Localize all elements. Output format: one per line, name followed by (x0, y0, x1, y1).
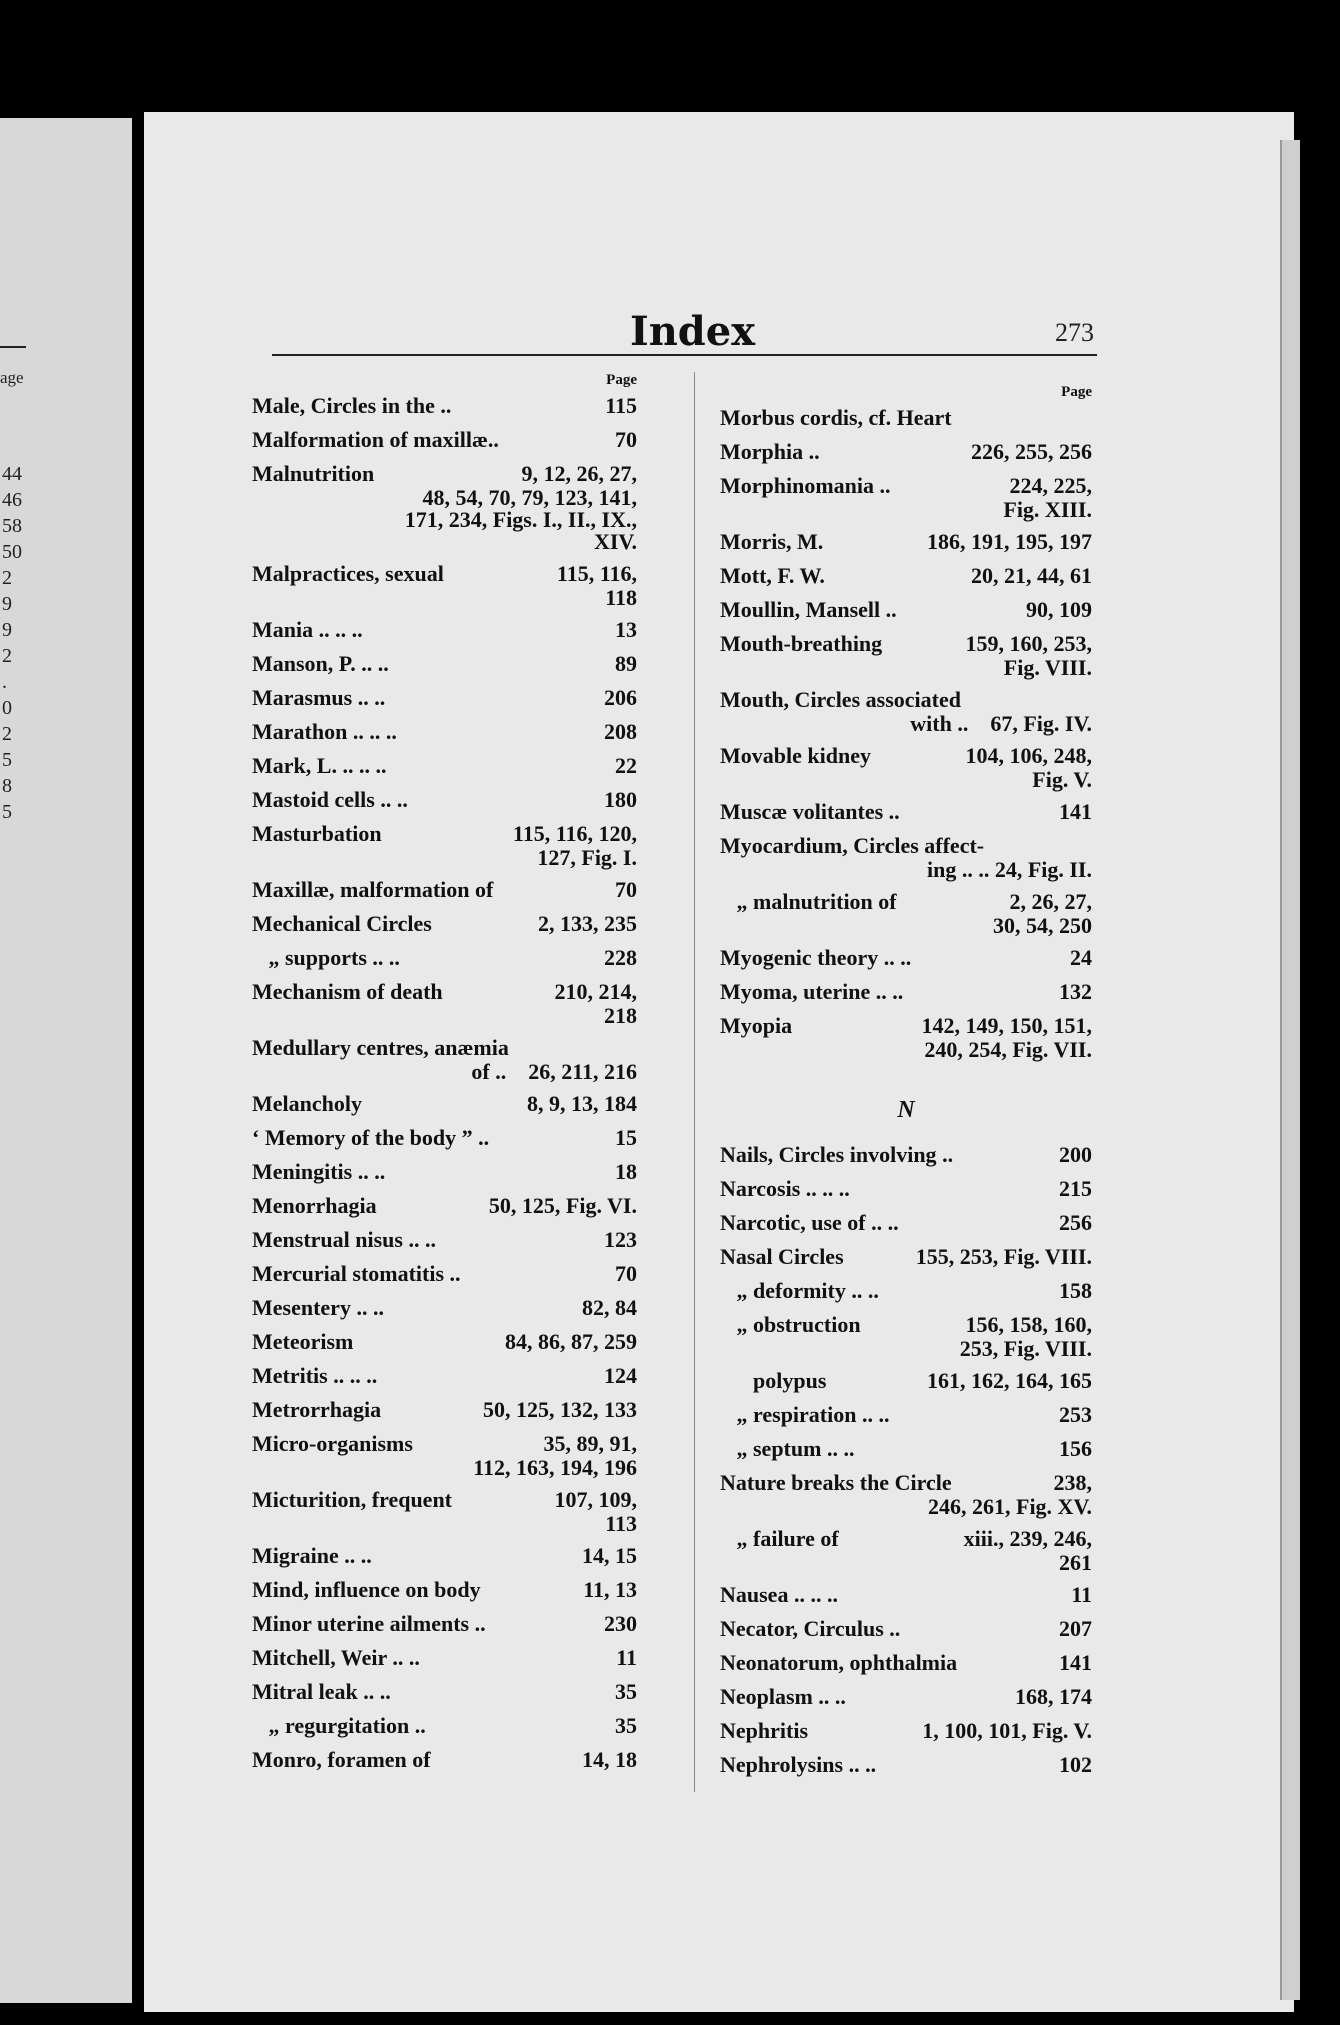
index-pages: 2, 26, 27, (1009, 889, 1092, 914)
index-term: Morbus cordis, cf. Heart (720, 405, 952, 430)
index-pages: 141 (1059, 799, 1092, 824)
left-page-number: 5 (2, 749, 12, 771)
index-term: Medullary centres, anæmia (252, 1035, 509, 1060)
index-continuation: 113 (605, 1511, 637, 1536)
left-page-number: 2 (2, 567, 12, 589)
index-term: Movable kidney (720, 743, 871, 768)
index-entry (252, 787, 637, 813)
leader-dots: .. .. (865, 1210, 899, 1235)
leader-dots: .. .. .. (788, 1582, 838, 1607)
index-pages: 226, 255, 256 (971, 439, 1092, 464)
left-page-number: 9 (2, 619, 12, 641)
index-entry (252, 617, 637, 643)
index-continuation: 253, Fig. VIII. (959, 1336, 1092, 1361)
index-term: Neoplasm .. (720, 1684, 830, 1709)
index-entry (720, 1176, 1092, 1202)
index-entry (252, 753, 637, 779)
leader-dots: .. .. (386, 1645, 420, 1670)
index-entry (252, 979, 637, 1027)
index-continuation: Fig. V. (1032, 767, 1092, 792)
index-entry (252, 1125, 637, 1151)
index-pages: 156, 158, 160, (965, 1312, 1092, 1337)
index-term: „ deformity (720, 1278, 846, 1303)
page-title: Index (630, 308, 756, 355)
index-term: Mercurial stomatitis (252, 1261, 445, 1286)
index-term: Necator, Circulus (720, 1616, 884, 1641)
index-term: Mark, L. .. (252, 753, 354, 778)
leader-dots: .. (829, 1684, 846, 1709)
index-continuation: Fig. VIII. (1003, 655, 1092, 680)
index-pages: 180 (604, 787, 637, 812)
index-term: Morris, M. (720, 529, 824, 554)
index-term: Micro-organisms (252, 1431, 413, 1456)
index-pages: 8, 9, 13, 184 (527, 1091, 637, 1116)
index-entry (252, 1397, 637, 1423)
header-rule (272, 354, 1097, 356)
index-term: Neonatorum, ophthalmia (720, 1650, 958, 1675)
index-pages: 90, 109 (1026, 597, 1092, 622)
index-term: Meteorism (252, 1329, 354, 1354)
index-pages: 210, 214, (554, 979, 637, 1004)
left-page-number: . (2, 671, 7, 693)
leader-dots: .. (883, 1616, 901, 1641)
index-term: Menstrual nisus .. (252, 1227, 420, 1252)
index-continuation: 48, 54, 70, 79, 123, 141, (422, 485, 637, 510)
leader-dots: .. .. (363, 719, 397, 744)
leader-dots: .. .. .. (327, 1363, 378, 1388)
index-term: „ regurgitation (252, 1713, 410, 1738)
index-column-right (720, 384, 1092, 1786)
section-letter: N (897, 1097, 915, 1123)
index-entry (252, 1363, 637, 1389)
index-pages: 158 (1059, 1278, 1092, 1303)
leader-dots: .. .. (355, 651, 389, 676)
index-pages: 208 (604, 719, 637, 744)
index-entry (252, 1543, 637, 1569)
index-entry (720, 597, 1092, 623)
index-entry (252, 1747, 637, 1773)
index-entry (720, 833, 1092, 881)
index-pages: 50, 125, 132, 133 (483, 1397, 637, 1422)
index-pages: 115, 116, (556, 561, 637, 586)
index-entry (720, 1616, 1092, 1642)
index-term: Metritis (252, 1363, 328, 1388)
index-continuation: XIV. (593, 529, 637, 554)
index-pages: 35, 89, 91, (543, 1431, 637, 1456)
left-page-rule (0, 346, 26, 348)
leader-dots: .. .. (352, 685, 386, 710)
leader-dots: .. (409, 1713, 426, 1738)
index-continuation: 127, Fig. I. (537, 845, 637, 870)
index-term: Melancholy (252, 1091, 362, 1116)
index-entry (252, 1487, 637, 1535)
index-pages: 115, 116, 120, (512, 821, 637, 846)
index-pages: 18 (615, 1159, 637, 1184)
left-page-number: 2 (2, 645, 12, 667)
left-page-number: 5 (2, 801, 12, 823)
index-term: „ obstruction (720, 1312, 861, 1337)
index-continuation: of .. 26, 211, 216 (471, 1059, 637, 1084)
index-entry (252, 911, 637, 937)
index-entry (720, 1210, 1092, 1236)
index-pages: 70 (615, 877, 637, 902)
index-continuation: with .. 67, Fig. IV. (910, 711, 1092, 736)
index-entry (720, 1312, 1092, 1360)
index-entry (720, 1278, 1092, 1304)
index-pages: 102 (1059, 1752, 1092, 1777)
leader-dots: .. (894, 945, 912, 970)
index-term: Mitral leak (252, 1679, 358, 1704)
index-term: Micturition, frequent (252, 1487, 453, 1512)
index-entry (720, 1718, 1092, 1744)
index-pages: 224, 225, (1009, 473, 1092, 498)
index-pages: 20, 21, 44, 61 (971, 563, 1092, 588)
index-term: Mania (252, 617, 314, 642)
index-term: Mechanical Circles (252, 911, 432, 936)
index-pages: 206 (604, 685, 637, 710)
index-continuation: Fig. XIII. (1003, 497, 1092, 522)
index-term: Morphia .. (720, 439, 820, 464)
leader-dots: .. (872, 1402, 890, 1427)
index-pages: 84, 86, 87, 259 (505, 1329, 637, 1354)
index-entry (720, 473, 1092, 521)
index-pages: xiii., 239, 246, (963, 1526, 1092, 1551)
left-page-header: age (0, 368, 24, 387)
index-term: „ malnutrition of (720, 889, 897, 914)
index-pages: 1, 100, 101, Fig. V. (922, 1718, 1092, 1743)
leader-dots: .. .. (352, 1159, 386, 1184)
index-entry (720, 1650, 1092, 1676)
index-entry (720, 563, 1092, 589)
index-pages: 104, 106, 248, (965, 743, 1092, 768)
index-term: Manson, P. (252, 651, 356, 676)
index-pages: 35 (615, 1679, 637, 1704)
left-page-number: 9 (2, 593, 12, 615)
index-entry (252, 1091, 637, 1117)
index-continuation: ing .. .. 24, Fig. II. (926, 857, 1092, 882)
index-entry (720, 979, 1092, 1005)
index-entry (252, 1679, 637, 1705)
index-term: Malformation of maxillæ.. (252, 427, 499, 452)
index-term: Male, Circles in the (252, 393, 435, 418)
index-pages: 14, 15 (582, 1543, 637, 1568)
index-pages: 35 (615, 1713, 637, 1738)
index-term: Mott, F. W. (720, 563, 825, 588)
index-term: Mastoid cells (252, 787, 375, 812)
page-label: Page (606, 372, 637, 388)
index-term: Myopia (720, 1013, 793, 1038)
index-term: Marasmus (252, 685, 353, 710)
index-continuation: 171, 234, Figs. I., II., IX., (404, 507, 637, 532)
index-pages: 132 (1059, 979, 1092, 1004)
index-entry (252, 1645, 637, 1671)
index-entry (252, 1193, 637, 1219)
index-term: Mitchell, Weir (252, 1645, 387, 1670)
index-entry (252, 945, 637, 971)
index-entry (720, 439, 1092, 465)
leader-dots: .. .. (845, 1278, 879, 1303)
index-term: Marathon .. (252, 719, 364, 744)
index-entry (720, 1244, 1092, 1270)
index-term: Mouth-breathing (720, 631, 883, 656)
leader-dots: .. (419, 1227, 436, 1252)
index-term: Malnutrition (252, 461, 375, 486)
index-term: Nails, Circles involving (720, 1142, 937, 1167)
index-pages: 70 (615, 1261, 637, 1286)
index-pages: 228 (604, 945, 637, 970)
left-page-number: 50 (2, 541, 22, 563)
index-entry (252, 1577, 637, 1603)
index-entry (720, 1684, 1092, 1710)
index-pages: 9, 12, 26, 27, (521, 461, 637, 486)
index-pages: 11, 13 (583, 1577, 637, 1602)
leader-dots: .. .. .. (313, 617, 363, 642)
page-label: Page (1061, 384, 1092, 400)
leader-dots: .. (469, 1611, 486, 1636)
index-pages: 11 (1071, 1582, 1092, 1607)
left-page-number: 44 (2, 463, 22, 485)
index-pages: 24 (1070, 945, 1092, 970)
left-page-number: 46 (2, 489, 22, 511)
index-term: Menorrhagia (252, 1193, 377, 1218)
index-term: Myocardium, Circles affect- (720, 833, 985, 858)
index-entry (720, 1368, 1092, 1394)
index-pages: 230 (604, 1611, 637, 1636)
index-entry (252, 393, 637, 419)
index-pages: 50, 125, Fig. VI. (488, 1193, 637, 1218)
index-term: Nephritis (720, 1718, 808, 1743)
index-pages: 256 (1059, 1210, 1092, 1235)
left-page-number: 8 (2, 775, 12, 797)
index-entry (252, 1261, 637, 1287)
index-pages: 168, 174 (1015, 1684, 1092, 1709)
index-pages: 123 (604, 1227, 637, 1252)
index-term: „ septum (720, 1436, 822, 1461)
leader-dots: .. .. (353, 753, 387, 778)
leader-dots: .. .. (357, 1679, 391, 1704)
index-entry (252, 427, 637, 453)
index-pages: 253 (1059, 1402, 1092, 1427)
index-pages: 238, (1053, 1470, 1092, 1495)
index-pages: 142, 149, 150, 151, (921, 1013, 1092, 1038)
index-pages: 155, 253, Fig. VIII. (915, 1244, 1092, 1269)
index-pages: 22 (615, 753, 637, 778)
index-term: „ failure of (720, 1526, 839, 1551)
index-term: Meningitis (252, 1159, 353, 1184)
index-pages: 200 (1059, 1142, 1092, 1167)
index-term: Mouth, Circles associated (720, 687, 961, 712)
page-number: 273 (1055, 318, 1094, 347)
index-continuation: 246, 261, Fig. XV. (928, 1494, 1092, 1519)
index-pages: 70 (615, 427, 637, 452)
index-entry (720, 889, 1092, 937)
leader-dots: .. .. .. (800, 1176, 850, 1201)
index-entry (252, 651, 637, 677)
index-entry (720, 1526, 1092, 1574)
index-entry (720, 799, 1092, 825)
index-column-left (252, 372, 637, 1781)
left-page-edge (0, 118, 132, 2003)
leader-dots: .. (886, 979, 904, 1004)
index-entry (252, 719, 637, 745)
index-continuation: 30, 54, 250 (993, 913, 1092, 938)
page-edge (1280, 140, 1300, 2000)
index-pages: 14, 18 (582, 1747, 637, 1772)
index-term: Narcotic, use of (720, 1210, 866, 1235)
index-entry (252, 1431, 637, 1479)
index-term: Mesentery .. (252, 1295, 368, 1320)
index-term: Nasal Circles (720, 1244, 844, 1269)
index-entry (720, 687, 1092, 735)
index-entry (720, 1752, 1092, 1778)
left-page-number: 58 (2, 515, 22, 537)
index-entry (252, 1295, 637, 1321)
index-continuation: 218 (604, 1003, 637, 1028)
index-entry (252, 1611, 637, 1637)
index-term: Metrorrhagia (252, 1397, 382, 1422)
index-pages: 107, 109, (554, 1487, 637, 1512)
index-continuation: 112, 163, 194, 196 (473, 1455, 637, 1480)
index-term: Nature breaks the Circle (720, 1470, 952, 1495)
index-term: Maxillæ, malformation of (252, 877, 494, 902)
index-entry (252, 877, 637, 903)
index-entry (720, 1436, 1092, 1462)
index-term: Morphinomania .. (720, 473, 891, 498)
index-entry (252, 1329, 637, 1355)
index-term: Muscæ volitantes (720, 799, 884, 824)
left-page-number: 0 (2, 697, 12, 719)
index-entry (252, 1035, 637, 1083)
index-pages: 124 (604, 1363, 637, 1388)
index-entry (252, 821, 637, 869)
index-term: Nephrolysins (720, 1752, 844, 1777)
index-pages: 11 (616, 1645, 637, 1670)
index-pages: 186, 191, 195, 197 (927, 529, 1092, 554)
index-term: Mechanism of death (252, 979, 443, 1004)
index-entry (720, 1470, 1092, 1518)
index-pages: 159, 160, 253, (965, 631, 1092, 656)
index-term: Moullin, Mansell .. (720, 597, 897, 622)
index-entry (720, 945, 1092, 971)
leader-dots: .. (883, 799, 900, 824)
index-pages: 115 (605, 393, 637, 418)
leader-dots: .. (444, 1261, 461, 1286)
index-entry (720, 743, 1092, 791)
index-pages: 215 (1059, 1176, 1092, 1201)
index-continuation: 261 (1059, 1550, 1092, 1575)
column-divider (694, 372, 695, 1792)
index-entry (252, 1159, 637, 1185)
index-term: Mind, influence on body (252, 1577, 481, 1602)
index-entry (720, 1142, 1092, 1168)
index-term: Migraine .. (252, 1543, 356, 1568)
index-term: Minor uterine ailments (252, 1611, 470, 1636)
leader-dots: .. (367, 1295, 384, 1320)
index-entry (720, 529, 1092, 555)
index-entry (252, 685, 637, 711)
index-pages: 82, 84 (582, 1295, 637, 1320)
index-entry (720, 631, 1092, 679)
leader-dots: .. .. (821, 1436, 855, 1461)
index-pages: 2, 133, 235 (538, 911, 637, 936)
index-term: Malpractices, sexual (252, 561, 444, 586)
index-entry (252, 561, 637, 609)
index-pages: 156 (1059, 1436, 1092, 1461)
index-entry (720, 1013, 1092, 1061)
index-entry (720, 1582, 1092, 1608)
left-page-number: 2 (2, 723, 12, 745)
index-entry (252, 1227, 637, 1253)
index-pages: 13 (615, 617, 637, 642)
leader-dots: .. .. (843, 1752, 877, 1777)
index-term: „ supports (252, 945, 367, 970)
index-entry (720, 405, 1092, 431)
index-term: polypus (720, 1368, 827, 1393)
index-pages: 89 (615, 651, 637, 676)
index-term: „ respiration .. (720, 1402, 873, 1427)
index-pages: 15 (615, 1125, 637, 1150)
index-term: Masturbation (252, 821, 382, 846)
leader-dots: .. .. (366, 945, 400, 970)
index-pages: 207 (1059, 1616, 1092, 1641)
index-term: Myogenic theory .. (720, 945, 895, 970)
index-pages: 141 (1059, 1650, 1092, 1675)
index-pages: 161, 162, 164, 165 (927, 1368, 1092, 1393)
index-term: Narcosis (720, 1176, 801, 1201)
leader-dots: .. (434, 393, 452, 418)
index-term: Nausea (720, 1582, 789, 1607)
index-continuation: 118 (605, 585, 637, 610)
leader-dots: .. (936, 1142, 954, 1167)
index-term: ‘ Memory of the body ” .. (252, 1125, 490, 1150)
index-entry (720, 1402, 1092, 1428)
index-term: Myoma, uterine .. (720, 979, 887, 1004)
index-entry (252, 1713, 637, 1739)
index-entry (252, 461, 637, 553)
index-continuation: 240, 254, Fig. VII. (924, 1037, 1092, 1062)
leader-dots: .. (355, 1543, 372, 1568)
index-term: Monro, foramen of (252, 1747, 431, 1772)
leader-dots: .. .. (374, 787, 408, 812)
